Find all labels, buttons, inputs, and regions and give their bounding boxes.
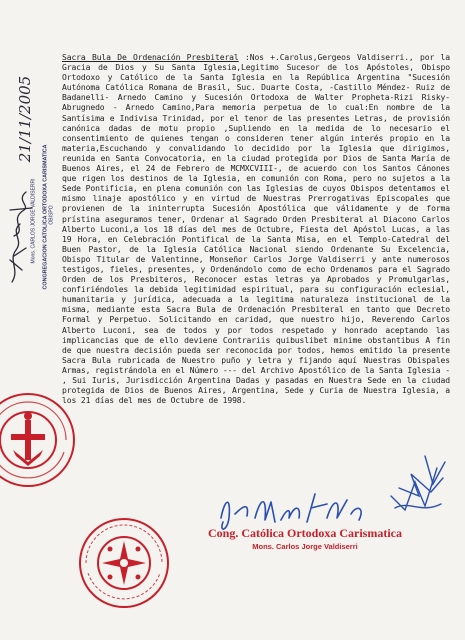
signature-block [190,526,420,551]
signature-congregation: Cong. Católica Ortodoxa Carismatica [208,526,402,540]
margin-handwritten-date: 21/11/2005 [16,75,35,163]
red-round-seal-bottom [76,515,172,611]
right-margin-scribble [385,448,451,522]
red-round-seal-left [0,390,78,490]
bull-text: :Nos +.Carolus,Gergeos Valdiserri., por la Gracia de Dios y Su Santa Iglesia,Legitimo Sucesor de los Apóstoles, Obispo Ortodoxo y Católico de la Santa Iglesia en la República Argentina "Sucesión Autónoma Católica Romana de Brasil, Suc. Duarte Costa, -Castillo Méndez- Ruiz de Badanelli- Arnedo Camino y Sucesión Ortodoxa de Walter Propheta-Rizi Risky- Abrugnedo - Arnedo Camino,Para memoria perpetua de lo cual:En nombre de la Santísima e Indivisa Trinidad, por el tenor de las presentes Letras, de provisión canónica dadas de motu propio ,Supliendo en la medida de lo necesario el consentimiento de quienes tengan o consideren tener algún interés propio en la materia,Escuchando y convalidando lo decidido por la Iglesia que dirigimos, reunida en Santa Convocatoria, en la ciudad protegida por Dios de Santa María de Buenos Aires, el 24 de Febrero de MCMXCVIII-, de acuerdo con los Santos Cánones que rigen los destinos de la Iglesia, en comunión con Roma, pero no sujetos a la Sede Pontificia, en plena comunión con las Iglesias de cuyos Obispos detentamos el mismo linaje apostólico y en virtud de Nuestras Prerrogativas Episcopales que provienen de la ininterrupta Sucesión Apostólica que válidamente y de forma prístina aseguramos tener, Ordenar al Sagrado Orden Presbiteral al Diacono Carlos Alberto Luconi,a los 18 días del mes de Octubre, Fiesta del Apóstol Lucas, a las 19 Hora, en Celebración Pontifical de la Santa Misa, en el Templo-Catedral del Buen Pastor, de la Iglesia Católica Nacional siendo Ordenante Su Excelencia, Obispo Titular de Valentinne, Monseñor Carlos Jorge Valdiserri y ante numerosos testigos, fieles, presentes, y Ordenándolo como de echo Ordenamos para el Sagrado Orden de los Presbiteros, Reconocer estas letras ya Aprobados y Promulgarlas, confiriéndoles la debida legitimidad espiritual, para su configuración eclesial, humanitaria y jurídica, adecuada a la legitima naturaleza institucional de la misma, mediante esta Sacra Bula de Ordenación Presbiteral en tanto que Decreto Formal y Perpetuo. Solicitando en caridad, que nuestro hijo, Reverendo Carlos Alberto Luconi, sea de todos y por todos respetado y honrado aceptando las implicancias que de ello deviene Contrariis quibuslibet minime obstantibus A fin de que nuestra decisión pueda ser reconocida por todos, hemos emitido la presente Sacra Bula rubricada de Nuestro puño y letra y fijando aquí Nuestras Obispales Armas, registrándola en el Número --- del Archivo Apostólico de la Santa Iglesia - , Sui Iuris, Jurisdicción Argentina Dadas y pasadas en Nuestra Sede en la ciudad protegida de Dios de Buenos Aires, Argentina, Sede y Curia de Nuestra Iglesia, a los 21 días del mes de Octubre de 1998. [62,53,450,406]
vertical-stamp-line1: CONGREGACION CATOLICA ORTODOXA CARISMATICA [42,144,49,290]
vertical-stamp-line3: OBISPO [48,205,55,225]
bull-heading: Sacra Bula De Ordenación Presbiteral [62,53,239,62]
signature-bishop-name: Mons. Carlos Jorge Valdiserri [252,542,358,551]
vertical-stamp-line2: Mons. CARLOS JORGE VALDISERRI [30,178,37,264]
bull-body [62,53,450,406]
